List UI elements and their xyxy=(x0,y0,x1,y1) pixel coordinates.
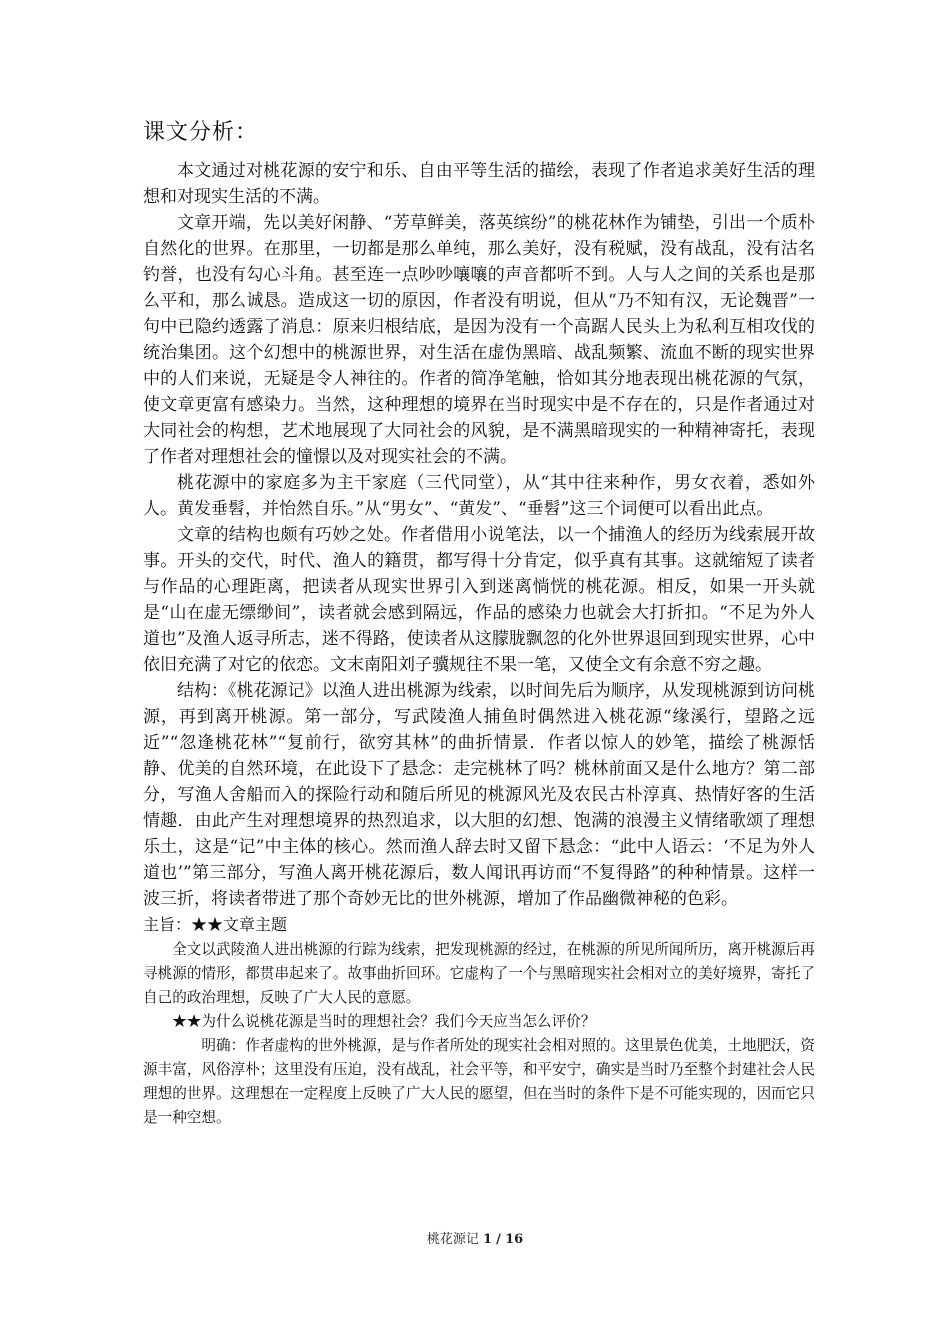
question-text: 为什么说桃花源是当时的理想社会？我们今天应当怎么评价？ xyxy=(201,1013,596,1030)
theme-heading xyxy=(143,912,815,938)
question-line xyxy=(143,1010,815,1034)
star-icon: ★★ xyxy=(172,1013,202,1030)
section-heading: 课文分析： xyxy=(143,120,259,145)
paragraph-structure: 结构：《桃花源记》以渔人进出桃源为线索，以时间先后为顺序，从发现桃源到访问桃源，再到离开桃源。第一部分，写武陵渔人捕鱼时偶然进入桃花源“缘溪行，望路之远近”“忽逢桃花林”“复前行，欲穷其林”的曲折情景．作者以惊人的妙笔，描绘了桃源恬静、优美的自然环境，在此设下了悬念：走完桃林了吗？桃林前面又是什么地方？第二部分，写渔人舍船而入的探险行动和随后所见的桃源风光及农民古朴淳真、热情好客的生活情趣．由此产生对理想境界的热烈追求，以大胆的幻想、饱满的浪漫主义情绪歌颂了理想乐土，这是“记”中主体的核心。然而渔人辞去时又留下悬念：“此中人语云：‘不足为外人道也’”第三部分，写渔人离开桃花源后，数人闻讯再访而“不复得路”的种种情景。这样一波三折，将读者带进了那个奇妙无比的世外桃源，增加了作品幽微神秘的色彩。 xyxy=(143,681,815,909)
theme-title: 文章主题 xyxy=(223,915,288,934)
theme-text: 全文以武陵渔人进出桃源的行踪为线索，把发现桃源的经过，在桃源的所见所闻所历，离开桃源后再寻桃源的情形，都贯串起来了。故事曲折回环。它虚构了一个与黑暗现实社会相对立的美好境界，寄托了自己的政治理想，反映了广大人民的意愿。 xyxy=(143,941,815,1006)
page-separator: / xyxy=(496,1232,501,1247)
page-number: 1 xyxy=(482,1232,493,1247)
paragraph-structure-craft: 文章的结构也颇有巧妙之处。作者借用小说笔法，以一个捕渔人的经历为线索展开故事。开头的交代，时代、渔人的籍贯，都写得十分肯定，似乎真有其事。这就缩短了读者与作品的心理距离，把读者从现实世界引入到迷离惝恍的桃花源。相反，如果一开头就是“山在虚无缥缈间”，读者就会感到隔远，作品的感染力也就会大打折扣。“不足为外人道也”及渔人返寻所志，迷不得路，使读者从这朦胧飘忽的化外世界退回到现实世界，心中依旧充满了对它的依恋。文末南阳刘子骥规往不果一笔，又使全文有余意不穷之趣。 xyxy=(143,525,815,675)
paragraph-family: 桃花源中的家庭多为主干家庭（三代同堂），从“其中往来种作，男女衣着，悉如外人。黄发垂髫，并怡然自乐。”从“男女”、“黄发”、“垂髫”这三个词便可以看出此点。 xyxy=(143,473,815,519)
theme-label: 主旨： xyxy=(143,915,192,934)
paragraph-opening-analysis: 文章开端，先以美好闲静、“芳草鲜美，落英缤纷”的桃花林作为铺垫，引出一个质朴自然化的世界。在那里，一切都是那么单纯，那么美好，没有税赋，没有战乱，没有沽名钓誉，也没有勾心斗角。甚至连一点吵吵嚷嚷的声音都听不到。人与人之间的关系也是那么平和，那么诚恳。造成这一切的原因，作者没有明说，但从“乃不知有汉，无论魏晋”一句中已隐约透露了消息：原来归根结底，是因为没有一个高踞人民头上为私利互相攻伐的统治集团。这个幻想中的桃源世界，对生活在虚伪黑暗、战乱频繁、流血不断的现实世界中的人们来说，无疑是令人神往的。作者的简净笔触，恰如其分地表现出桃花源的气氛，使文章更富有感染力。当然，这种理想的境界在当时现实中是不存在的，只是作者通过对大同社会的构想，艺术地展现了大同社会的风貌，是不满黑暗现实的一种精神寄托，表现了作者对理想社会的憧憬以及对现实社会的不满。 xyxy=(143,213,815,467)
star-icon: ★★ xyxy=(191,915,224,934)
answer-text: 明确：作者虚构的世外桃源，是与作者所处的现实社会相对照的。这里景色优美，土地肥沃，资源丰富，风俗淳朴；这里没有压迫，没有战乱，社会平等，和平安宁，确实是当时乃至整个封建社会人民理想的世界。这理想在一定程度上反映了广大人民的愿望，但在当时的条件下是不可能实现的，因而它只是一种空想。 xyxy=(143,1037,815,1126)
footer-title: 桃花源记 xyxy=(426,1232,479,1247)
page-total: 16 xyxy=(505,1232,524,1247)
paragraph-summary: 本文通过对桃花源的安宁和乐、自由平等生活的描绘，表现了作者追求美好生活的理想和对现实生活的不满。 xyxy=(143,161,815,207)
page-content xyxy=(143,118,815,1130)
page-footer xyxy=(0,1228,950,1247)
